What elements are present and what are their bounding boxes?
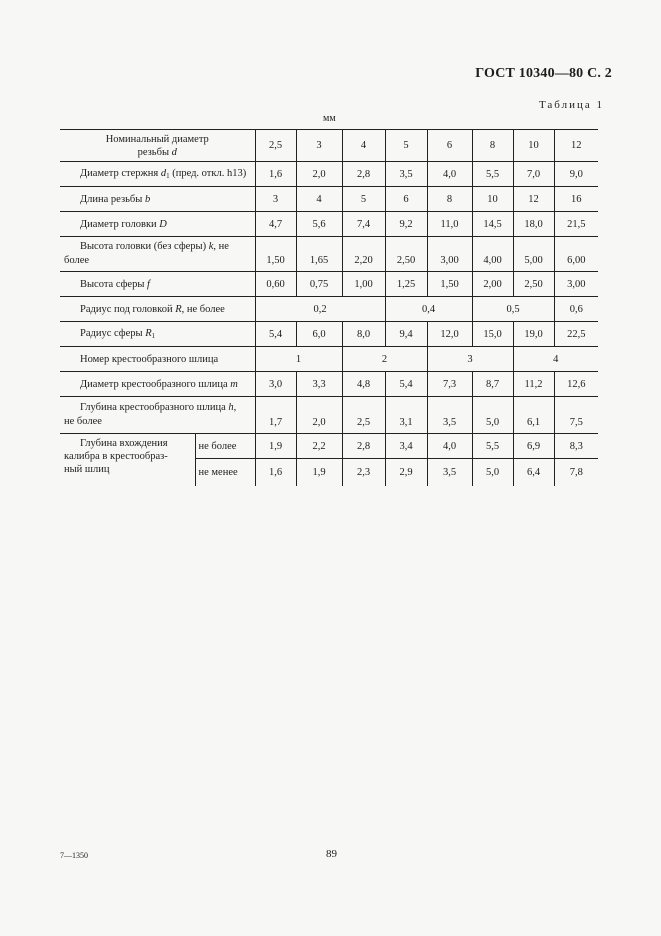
table-cell: 3,1 [385,397,427,434]
table-cell: 2,20 [342,237,385,272]
table-cell: 8,0 [342,322,385,347]
table-cell: 2 [342,347,427,372]
row-label: Глубина крестообразного шлица h, не более [64,402,237,427]
table-cell: 3,5 [385,162,427,187]
table-cell: 5,00 [513,237,554,272]
table-row-recess-depth [60,397,598,434]
table-cell: 12,6 [554,372,598,397]
header-label-cell [60,130,255,162]
row-label: Высота сферы f [80,278,150,290]
table-cell: 2,5 [342,397,385,434]
row-label: Радиус сферы $R_1$ [80,328,156,340]
table-cell: 6,00 [554,237,598,272]
sub-label-max: не более [195,434,255,459]
table-cell: 21,5 [554,212,598,237]
table-cell: 5 [342,187,385,212]
table-cell: 0,5 [472,297,554,322]
table-cell: 10 [472,187,513,212]
table-cell: 5,5 [472,162,513,187]
table-cell: 5,0 [472,459,513,486]
table-cell: 4 [296,187,342,212]
table-cell: 22,5 [554,322,598,347]
table-header-row [60,130,598,162]
table-cell: 3,00 [554,272,598,297]
header-label-line1: Номинальный диаметр [105,133,209,145]
table-caption: Таблица 1 [538,99,604,111]
table-cell: 9,0 [554,162,598,187]
row-label: Длина резьбы b [80,193,151,205]
column-header: 2,5 [255,130,296,162]
row-label: Диаметр головки D [80,218,167,230]
table-cell: 6,1 [513,397,554,434]
dimensions-table [60,129,598,486]
table-cell: 7,5 [554,397,598,434]
table-cell: 18,0 [513,212,554,237]
table-cell: 2,50 [513,272,554,297]
table-row-head-diameter [60,212,598,237]
table-cell: 4,8 [342,372,385,397]
table-row-sphere-height [60,272,598,297]
table-cell: 2,8 [342,162,385,187]
table-cell: 1,9 [255,434,296,459]
document-header: ГОСТ 10340—80 С. 2 [475,66,612,81]
units-label: мм [323,113,336,124]
table-cell: 2,50 [385,237,427,272]
table-cell: 5,6 [296,212,342,237]
header-label-line2: резьбы [137,146,169,158]
table-cell: 7,8 [554,459,598,486]
table-cell: 3 [255,187,296,212]
table-cell: 4,0 [427,162,472,187]
table-cell: 4,0 [427,434,472,459]
table-cell: 15,0 [472,322,513,347]
table-cell: 0,2 [255,297,385,322]
table-cell: 9,2 [385,212,427,237]
table-cell: 6,9 [513,434,554,459]
table-cell: 5,4 [255,322,296,347]
sub-label-min: не менее [195,459,255,486]
column-header: 8 [472,130,513,162]
table-cell: 19,0 [513,322,554,347]
table-cell: 7,3 [427,372,472,397]
table-cell: 2,9 [385,459,427,486]
table-cell: 2,00 [472,272,513,297]
column-header: 12 [554,130,598,162]
table-cell: 0,60 [255,272,296,297]
table-cell: 2,3 [342,459,385,486]
table-cell: 5,0 [472,397,513,434]
table-cell: 1,6 [255,162,296,187]
table-cell: 2,0 [296,397,342,434]
row-label: Диаметр стержня $d_1$ (пред. откл. h13) [80,168,247,180]
table-cell: 2,2 [296,434,342,459]
table-cell: 1,65 [296,237,342,272]
table-cell: 3,3 [296,372,342,397]
row-label: Диаметр крестообразного шлица m [80,378,238,390]
column-header: 4 [342,130,385,162]
table-cell: 3,0 [255,372,296,397]
row-label: Глубина вхождения калибра в крестообраз- ный шлиц [64,438,168,475]
table-cell: 16 [554,187,598,212]
table-cell: 2,0 [296,162,342,187]
column-header: 5 [385,130,427,162]
table-cell: 8,7 [472,372,513,397]
table-cell: 11,0 [427,212,472,237]
table-cell: 6,4 [513,459,554,486]
table-cell: 3,00 [427,237,472,272]
table-cell: 7,0 [513,162,554,187]
table-cell: 3,4 [385,434,427,459]
row-label: Высота головки (без сферы) k, не более [64,241,229,266]
table-cell: 0,6 [554,297,598,322]
table-cell: 8 [427,187,472,212]
print-code: 7—1350 [60,851,88,860]
table-cell: 6 [385,187,427,212]
table-row-sphere-radius [60,322,598,347]
table-cell: 1,50 [255,237,296,272]
table-cell: 3,5 [427,397,472,434]
table-row-head-height [60,237,598,272]
table-row-thread-length [60,187,598,212]
column-header: 10 [513,130,554,162]
table-cell: 4 [513,347,598,372]
table-cell: 0,75 [296,272,342,297]
table-cell: 2,8 [342,434,385,459]
table-cell: 3 [427,347,513,372]
table-row-under-head-radius [60,297,598,322]
table-cell: 1,7 [255,397,296,434]
table-cell: 7,4 [342,212,385,237]
table-cell: 1,50 [427,272,472,297]
table-row-recess-number [60,347,598,372]
table-cell: 5,4 [385,372,427,397]
table-cell: 0,4 [385,297,472,322]
table-cell: 4,7 [255,212,296,237]
table-cell: 6,0 [296,322,342,347]
table-cell: 1,9 [296,459,342,486]
table-cell: 12 [513,187,554,212]
table-row-recess-diameter [60,372,598,397]
table-cell: 14,5 [472,212,513,237]
table-cell: 1,25 [385,272,427,297]
table-cell: 1,6 [255,459,296,486]
table-cell: 4,00 [472,237,513,272]
table-row-gauge-depth-max [60,434,598,459]
table-cell: 8,3 [554,434,598,459]
table-cell: 5,5 [472,434,513,459]
column-header: 3 [296,130,342,162]
header-symbol: d [171,146,177,158]
table-cell: 3,5 [427,459,472,486]
table-row-rod-diameter [60,162,598,187]
table-cell: 9,4 [385,322,427,347]
row-label: Радиус под головкой R, не более [80,303,225,315]
table-cell: 1 [255,347,342,372]
column-header: 6 [427,130,472,162]
page-number: 89 [326,848,337,860]
row-label: Номер крестообразного шлица [80,353,219,365]
table-cell: 12,0 [427,322,472,347]
table-cell: 1,00 [342,272,385,297]
table-cell: 11,2 [513,372,554,397]
